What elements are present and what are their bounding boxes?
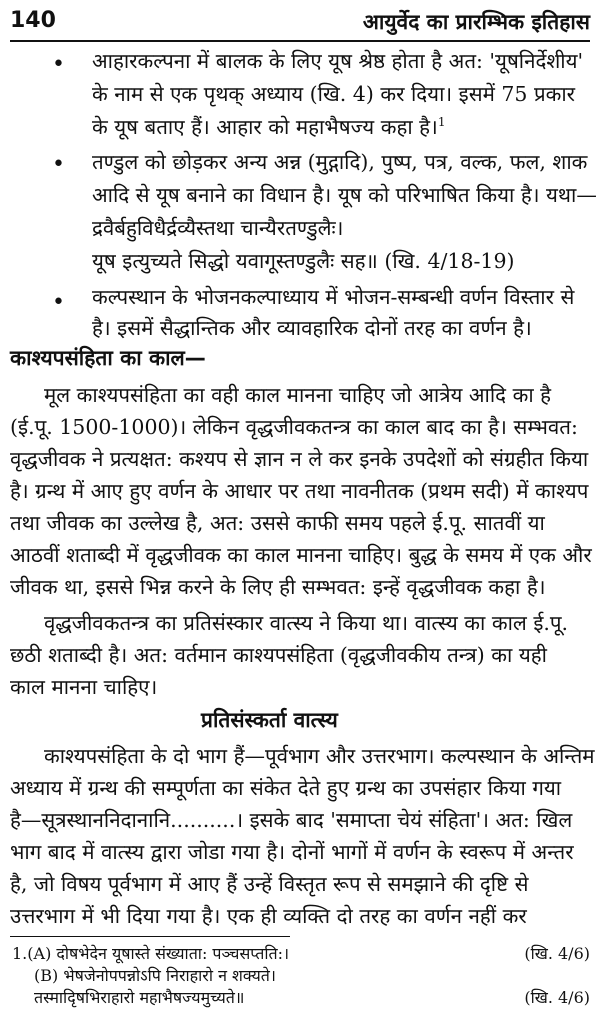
footnote-1a-ref: (खि. 4/6) — [524, 944, 590, 963]
para-line: भाग बाद में वात्स्य द्वारा जोडा गया है। दोनों भागों में वर्णन के स्वरूप में अन्तर — [10, 840, 574, 864]
footnote-rule — [10, 936, 290, 937]
para-line: आठवीं शताब्दी में वृद्धजीवक का काल मानना चाहिए। बुद्ध के समय में एक और — [10, 543, 592, 567]
bullet2-line2: आदि से यूष बनाने का विधान है। यूष को परिभाषित किया है। यथा— — [92, 183, 597, 207]
bullet2-line1: तण्डुल को छोड़कर अन्य अन्न (मुद्गादि), पुष्प, पत्र, वल्क, फल, शाक — [92, 150, 588, 174]
bullet3-line2: है। इसमें सैद्धान्तिक और व्यावहारिक दोनों तरह का वर्णन है। — [92, 316, 532, 340]
footnote-1b-line1: (B) भेषजेनोपपन्नोऽपि निराहारो न शक्यते। — [34, 966, 276, 985]
para-line: अध्याय में ग्रन्थ की सम्पूर्णता का संकेत देते हुए ग्रन्थ का उपसंहार किया गया — [10, 776, 562, 800]
bullet3-line1: कल्पस्थान के भोजनकल्पाध्याय में भोजन-सम्बन्धी वर्णन विस्तार से — [92, 285, 575, 309]
footnote-1b-line2: तस्मादृिषभिराहारो महाभैषज्यमुच्यते॥ — [34, 988, 245, 1007]
para-line: काल मानना चाहिए। — [10, 675, 158, 699]
para-line: उत्तरभाग में भी दिया गया है। एक ही व्यक्ति दो तरह का वर्णन नहीं कर — [10, 904, 527, 928]
footnote-marker: 1 — [437, 115, 446, 130]
para-line: काश्यपसंहिता के दो भाग हैं—पूर्वभाग और उत्तरभाग। कल्पस्थान के अन्तिम — [44, 744, 595, 768]
verse-line2: यूष इत्युच्यते सिद्धो यवागूस्तण्डुलैः सह॥ (खि. 4/18-19) — [92, 249, 515, 273]
running-title: आयुर्वेद का प्रारम्भिक इतिहास — [362, 10, 590, 34]
section-heading-kaal: काश्यपसंहिता का काल— — [10, 346, 206, 370]
page-header — [10, 4, 590, 40]
para-line: जीवक था, इससे भिन्न करने के लिए ही सम्भवत: इन्हें वृद्धजीवक कहा है। — [10, 575, 546, 599]
bullet-dot: • — [52, 290, 65, 315]
footnote-1a: 1.(A) दोषभेदेन यूषास्ते संख्याता: पञ्चसप्तति:। — [12, 944, 290, 963]
para-line: है, जो विषय पूर्वभाग में आए हैं उन्हें विस्तृत रूप से समझाने की दृष्टि से — [10, 872, 529, 896]
section-heading-vatsya: प्रतिसंस्कर्ता वात्स्य — [201, 708, 338, 732]
bullet1-line1: आहारकल्पना में बालक के लिए यूष श्रेष्ठ होता है अत: 'यूषनिर्देशीय' — [92, 49, 584, 73]
bullet1-line3-text: के यूष बताए हैं। आहार को महाभैषज्य कहा है। — [92, 115, 438, 139]
bullet-dot: • — [52, 152, 65, 177]
para-line: मूल काश्यपसंहिता का वही काल मानना चाहिए जो आत्रेय आदि का है — [44, 383, 552, 407]
header-rule — [10, 40, 590, 42]
para-line: वृद्धजीवकतन्त्र का प्रतिसंस्कार वात्स्य ने किया था। वात्स्य का काल ई.पू. — [44, 611, 569, 635]
verse-line1: द्रवैर्बहुविधैर्द्रव्यैस्तथा चान्यैरतण्डुलैः। — [92, 216, 344, 240]
bullet1-line2: के नाम से एक पृथक् अध्याय (खि. 4) कर दिया। इसमें 75 प्रकार — [92, 82, 576, 106]
para-line: वृद्धजीवक ने प्रत्यक्षत: कश्यप से ज्ञान न ले कर इनके उपदेशों को संग्रहीत किया — [10, 447, 589, 471]
bullet-dot: • — [52, 52, 65, 77]
para-line: है—सूत्रस्थाननिदानानि..........। इसके बाद 'समाप्ता चेयं संहिता'। अत: खिल — [10, 808, 573, 832]
para-line: छठी शताब्दी है। अत: वर्तमान काश्यपसंहिता (वृद्धजीवकीय तन्त्र) का यही — [10, 643, 547, 667]
footnote-1b-ref: (खि. 4/6) — [524, 988, 590, 1007]
page-number: 140 — [10, 8, 56, 33]
para-line: तथा जीवक का उल्लेख है, अत: उससे काफी समय पहले ई.पू. सातवीं या — [10, 511, 545, 535]
para-line: (ई.पू. 1500-1000)। लेकिन वृद्धजीवकतन्त्र का काल बाद का है। सम्भवत: — [10, 415, 578, 439]
para-line: है। ग्रन्थ में आए हुए वर्णन के आधार पर तथा नावनीतक (प्रथम सदी) में काश्यप — [10, 479, 589, 503]
bullet1-line3 — [92, 113, 592, 141]
